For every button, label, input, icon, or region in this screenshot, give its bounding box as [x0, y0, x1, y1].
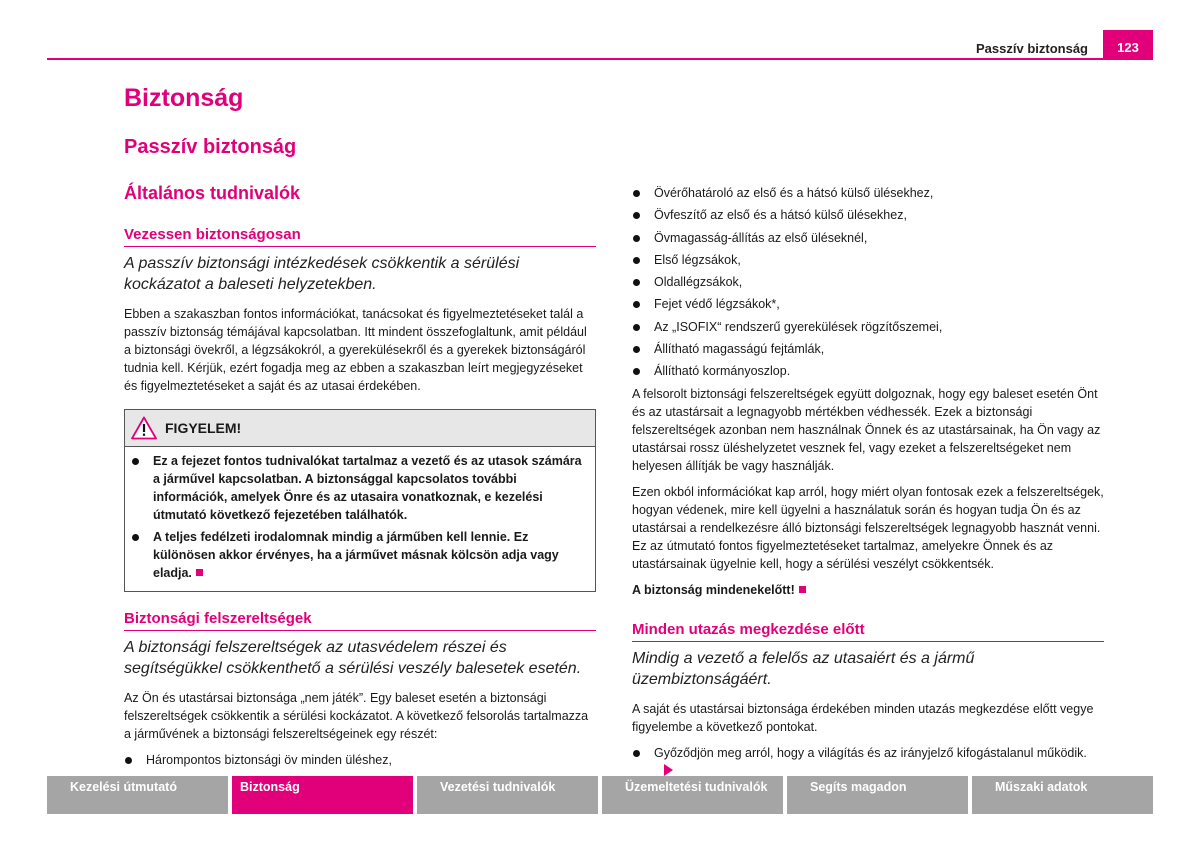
heading-before-trip: Minden utazás megkezdése előtt — [632, 621, 1104, 642]
nav-tab-driving-tips[interactable]: Vezetési tudnivalók — [417, 776, 598, 814]
list-item: Fejet védő légzsákok*, — [632, 295, 1104, 313]
page-number: 123 — [1103, 30, 1153, 60]
section-title: Általános tudnivalók — [124, 183, 301, 203]
warning-title: FIGYELEM! — [165, 420, 242, 436]
warning-box — [124, 409, 596, 592]
nav-tab-safety[interactable]: Biztonság — [232, 776, 413, 814]
lead-before-trip: Mindig a vezető a felelős az utasaiért és a jármű üzembiztonságáért. — [632, 649, 975, 688]
warning-triangle-icon — [131, 416, 157, 440]
list-item: Övérőhatároló az első és a hátsó külső ülésekhez, — [632, 184, 1104, 202]
list-item: Hárompontos biztonsági öv minden üléshez, — [124, 751, 596, 769]
list-item: Első légzsákok, — [632, 251, 1104, 269]
nav-tab-self-help[interactable]: Segíts magadon — [787, 776, 968, 814]
list-item: Állítható kormányoszlop. — [632, 362, 1104, 380]
right-column — [632, 184, 1104, 784]
end-square-icon — [799, 586, 806, 593]
nav-tab-technical-data[interactable]: Műszaki adatok — [972, 776, 1153, 814]
body-drive-safely: Ebben a szakaszban fontos információkat, tanácsokat és figyelmeztetéseket talál a passzív biztonság témájával kapcsolatban. Itt mindent összefoglaltunk, amit például a biztonsági övekről, a légzsákokról, a gyerekülésekről és a gyerekek biztonságáról tudnia kell. Kérjük, ezért fogadja meg az ebben a szakaszban leírt megjegyzéseket és figyelmeztetéseket a saját és az utasai érdekében. — [124, 307, 587, 393]
warning-item: A teljes fedélzeti irodalomnak mindig a járműben kell lennie. Ez különösen akkor érvényes, ha a járművet másnak kölcsön adja vagy eladja. — [131, 528, 589, 582]
heading-safety-equipment: Biztonsági felszereltségek — [124, 610, 596, 631]
running-head: Passzív biztonság — [976, 41, 1088, 56]
equipment-list — [632, 184, 1104, 380]
warning-header — [125, 410, 595, 447]
body-before-trip: A saját és utastársai biztonsága érdekében minden utazás megkezdése előtt vegye figyelembe a következő pontokat. — [632, 701, 1094, 734]
safety-first-line: A biztonság mindenekelőtt! — [632, 581, 1104, 599]
chapter-title: Biztonság — [124, 84, 244, 112]
footer-nav — [47, 776, 1153, 814]
warning-item: Ez a fejezet fontos tudnivalókat tartalmaz a vezető és az utasok számára a járművel kapcsolatban. A biztonsággal kapcsolatos további információk, amelyek Önre és az utasaira vonatkoznak, e kezelési útmutató következő fejezetében találhatók. — [131, 452, 589, 524]
lead-safety-equipment: A biztonsági felszereltségek az utasvédelem részei és segítségükkel csökkenthető a sérülési veszély balesetek esetén. — [124, 638, 582, 677]
lead-drive-safely: A passzív biztonsági intézkedések csökkentik a sérülési kockázatot a baleseti helyzetekben. — [124, 255, 520, 293]
left-column — [124, 226, 596, 773]
paragraph: Ezen okból információkat kap arról, hogy miért olyan fontosak ezek a felszereltségek, hogyan védenek, mire kell ügyelni a használatuk során és hogyan tudja Ön és az utastársai a rendelkezésre álló biztonsági felszereltségek legnagyobb hasznát venni. Ez az útmutató fontos figyelmeztetéseket tartalmaz, amelyekre Önnek és az utastársainak ügyelnie kell, hogy a sérülési veszélyt csökkentsék. — [632, 484, 1104, 571]
list-item: Győződjön meg arról, hogy a világítás és az irányjelző kifogástalanul működik. — [632, 744, 1104, 780]
list-item: Övmagasság-állítás az első üléseknél, — [632, 229, 1104, 247]
list-item: Az „ISOFIX“ rendszerű gyerekülések rögzítőszemei, — [632, 318, 1104, 336]
warning-body — [125, 447, 595, 591]
header-rule — [47, 58, 1153, 60]
paragraph: A felsorolt biztonsági felszereltségek együtt dolgoznak, hogy egy baleset esetén Önt és az utastársait a legnagyobb mértékben védhessék. Ezek a biztonsági felszereltségek azonban nem használnak Önnek és az utastársainak, ha Ön vagy az utastársai rossz üléshelyzetet vesznek fel, vagy ezeket a felszereltségeket nem helyesen állítják be vagy használják. — [632, 386, 1101, 473]
chapter-subtitle: Passzív biztonság — [124, 136, 297, 158]
end-square-icon — [196, 569, 203, 576]
body-safety-equipment: Az Ön és utastársai biztonsága „nem játék”. Egy baleset esetén a biztonsági felszereltségek csökkentik a sérülési kockázatot. A következő felsorolás tartalmazza a járművének a biztonsági felszereltségeinek egy részét: — [124, 690, 589, 741]
list-item: Oldallégzsákok, — [632, 273, 1104, 291]
list-item: Állítható magasságú fejtámlák, — [632, 340, 1104, 358]
nav-tab-operating-manual[interactable]: Kezelési útmutató — [47, 776, 228, 814]
heading-drive-safely: Vezessen biztonságosan — [124, 226, 596, 247]
nav-tab-operation-tips[interactable]: Üzemeltetési tudnivalók — [602, 776, 783, 814]
continue-arrow-icon — [664, 764, 673, 776]
list-item: Övfeszítő az első és a hátsó külső ülésekhez, — [632, 206, 1104, 224]
